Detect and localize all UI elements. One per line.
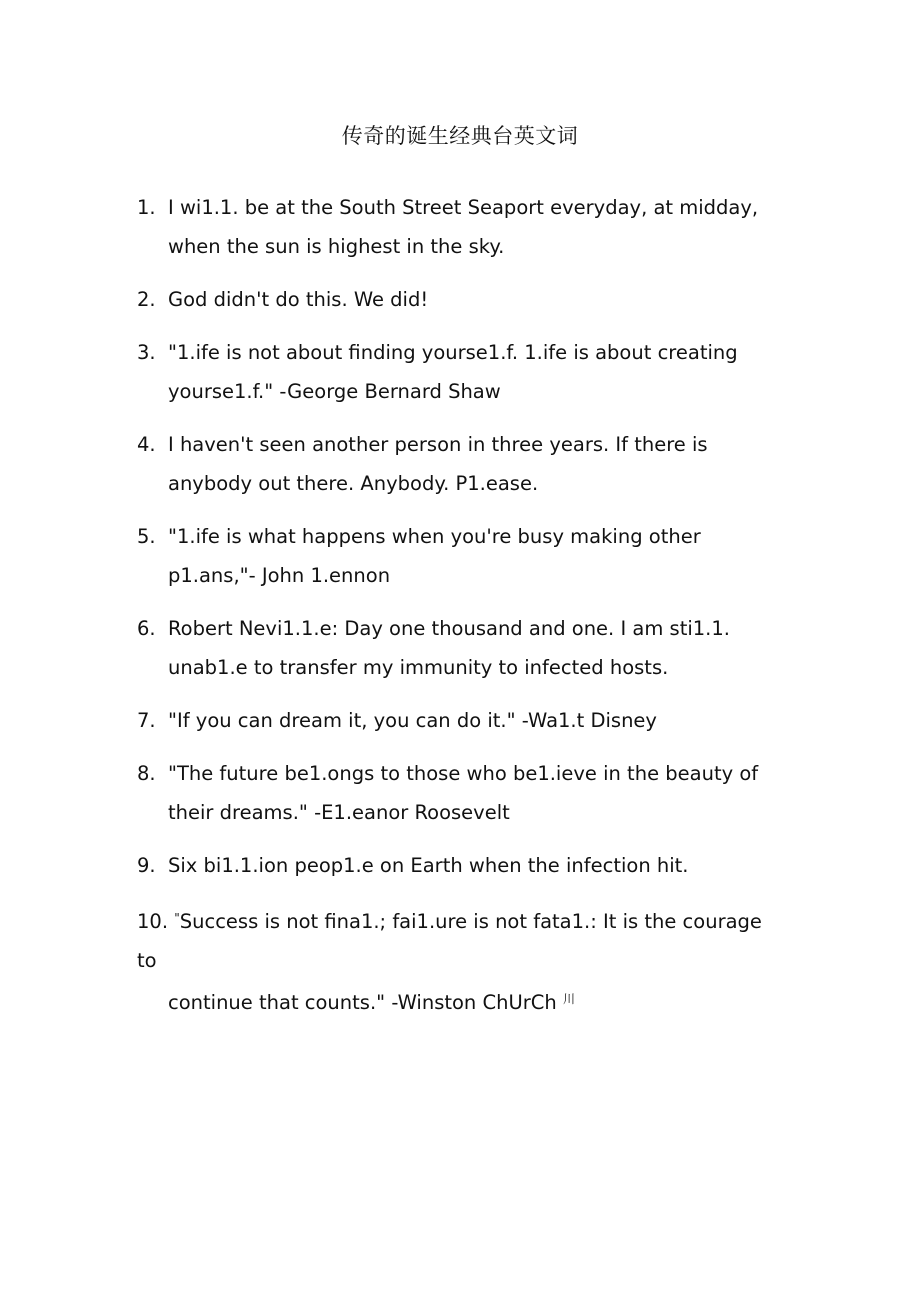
list-item [137, 333, 777, 411]
item-text: "The future be1.ongs to those who be1.ieve in the beauty of their dreams." -E1.eanor Roosevelt [168, 762, 759, 824]
list-item [137, 425, 777, 503]
item-number: 9. [137, 854, 156, 877]
item-text: "1.ife is not about finding yourse1.f. 1.ife is about creating yourse1.f." -George Bernard Shaw [168, 341, 738, 403]
item-text: Six bi1.1.ion peop1.e on Earth when the infection hit. [168, 854, 689, 877]
item-text: "1.ife is what happens when you're busy making other p1.ans,"- John 1.ennon [168, 525, 701, 587]
list-item [137, 280, 777, 319]
list-item [137, 754, 777, 832]
item-line [137, 899, 777, 980]
list-item [137, 701, 777, 740]
item-text: "If you can dream it, you can do it." -Wa1.t Disney [168, 709, 657, 732]
item-number: 8. [137, 762, 156, 785]
item-text: Success is not fina1.; fai1.ure is not fata1.: It is the courage to [137, 910, 762, 972]
item-number: 2. [137, 288, 156, 311]
item-text: Robert Nevi1.1.e: Day one thousand and one. I am sti1.1. unab1.e to transfer my immunity to infected hosts. [168, 617, 730, 679]
open-quote-mark: " [174, 911, 180, 925]
item-number: 10. [137, 910, 169, 933]
list-item [137, 609, 777, 687]
list-item [137, 517, 777, 595]
list-item [137, 188, 777, 266]
list-item [137, 846, 777, 885]
item-number: 5. [137, 525, 156, 548]
item-line [137, 980, 777, 1022]
list-item [137, 899, 777, 1022]
trailing-glyph: 川 [562, 992, 575, 1006]
item-text: God didn't do this. We did! [168, 288, 429, 311]
item-number: 1. [137, 196, 156, 219]
item-number: 6. [137, 617, 156, 640]
item-text: I haven't seen another person in three years. If there is anybody out there. Anybody. P1.ease. [168, 433, 708, 495]
document-title: 传奇的诞生经典台英文词 [341, 124, 579, 148]
item-text: I wi1.1. be at the South Street Seaport everyday, at midday, when the sun is highest in the sky. [168, 196, 759, 258]
item-number: 7. [137, 709, 156, 732]
item-number: 3. [137, 341, 156, 364]
item-text: continue that counts." -Winston ChUrCh [168, 991, 557, 1014]
quote-list [137, 188, 777, 1036]
item-number: 4. [137, 433, 156, 456]
